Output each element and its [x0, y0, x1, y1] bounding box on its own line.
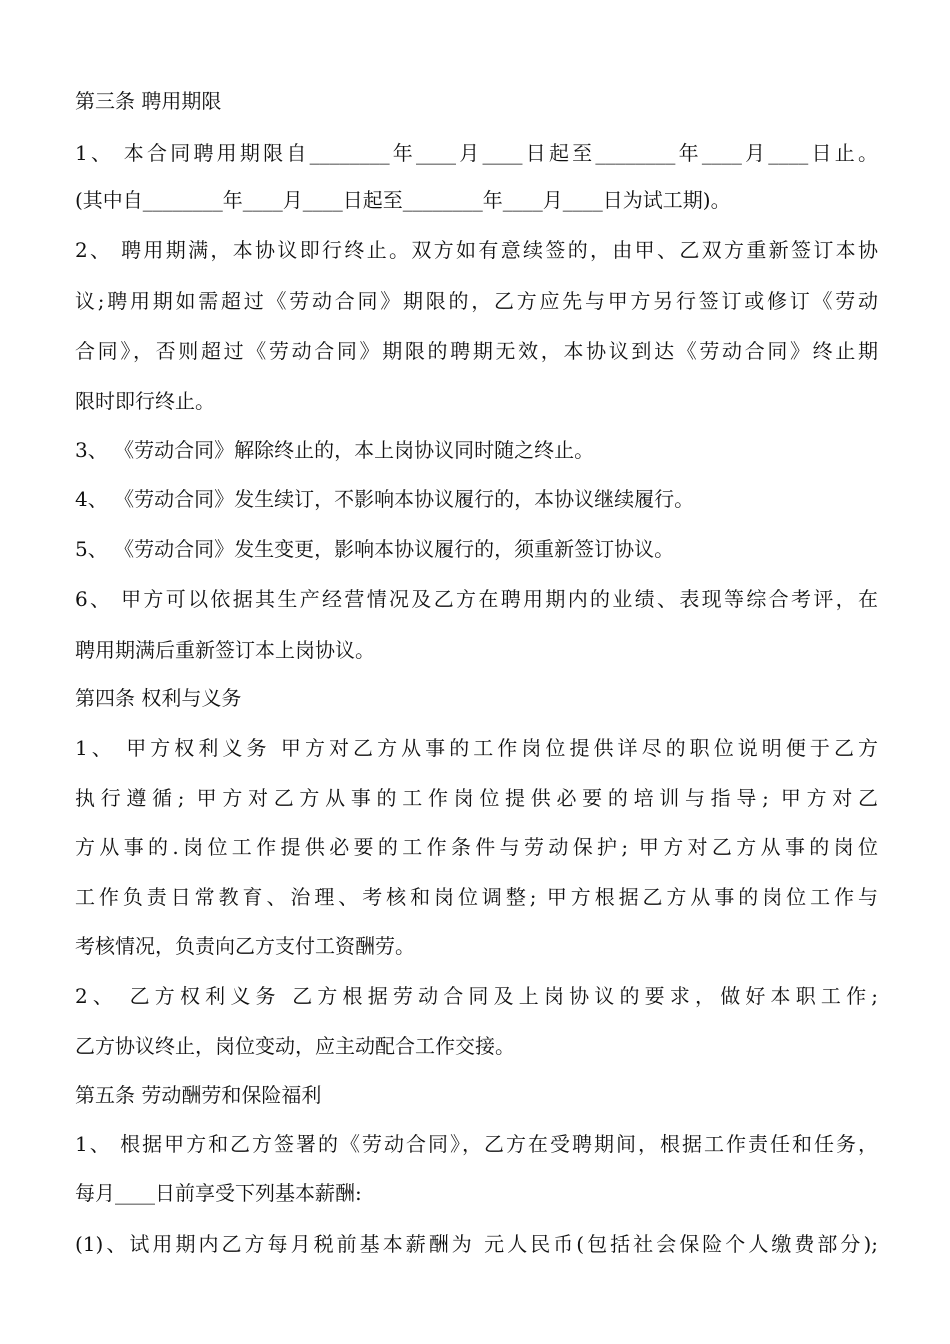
article-4-heading: 第四条 权利与义务: [75, 686, 242, 710]
paragraph-line: 2、 聘用期满，本协议即行终止。双方如有意续签的，由甲、乙双方重新签订本协: [75, 238, 878, 262]
paragraph-line: 2、 乙方权利义务 乙方根据劳动合同及上岗协议的要求，做好本职工作;: [75, 984, 878, 1008]
paragraph-line: 每月____日前享受下列基本薪酬:: [75, 1181, 362, 1205]
paragraph-line: 合同》，否则超过《劳动合同》期限的聘期无效，本协议到达《劳动合同》终止期: [75, 339, 878, 363]
article-3-heading: 第三条 聘用期限: [75, 89, 222, 113]
paragraph-line: (1)、试用期内乙方每月税前基本薪酬为 元人民币(包括社会保险个人缴费部分);: [75, 1232, 878, 1256]
paragraph-line: 聘用期满后重新签订本上岗协议。: [75, 638, 375, 662]
paragraph-line: 5、 《劳动合同》发生变更，影响本协议履行的，须重新签订协议。: [75, 537, 675, 561]
article-5-heading: 第五条 劳动酬劳和保险福利: [75, 1083, 322, 1107]
paragraph-line: 议;聘用期如需超过《劳动合同》期限的，乙方应先与甲方另行签订或修订《劳动: [75, 289, 878, 313]
paragraph-line: 4、 《劳动合同》发生续订，不影响本协议履行的，本协议继续履行。: [75, 487, 695, 511]
paragraph-line: 1、 根据甲方和乙方签署的《劳动合同》，乙方在受聘期间，根据工作责任和任务，: [75, 1132, 878, 1156]
paragraph-line: 乙方协议终止，岗位变动，应主动配合工作交接。: [75, 1034, 515, 1058]
paragraph-line: 3、 《劳动合同》解除终止的，本上岗协议同时随之终止。: [75, 438, 595, 462]
paragraph-line: 限时即行终止。: [75, 389, 215, 413]
paragraph-line: 方从事的.岗位工作提供必要的工作条件与劳动保护; 甲方对乙方从事的岗位: [75, 835, 878, 859]
paragraph-line: 考核情况，负责向乙方支付工资酬劳。: [75, 934, 415, 958]
paragraph-line: 6、 甲方可以依据其生产经营情况及乙方在聘用期内的业绩、表现等综合考评，在: [75, 587, 878, 611]
paragraph-line: (其中自________年____月____日起至________年____月____日为试工期)。: [75, 188, 731, 212]
paragraph-line: 1、 甲方权利义务 甲方对乙方从事的工作岗位提供详尽的职位说明便于乙方: [75, 736, 878, 760]
paragraph-line: 工作负责日常教育、治理、考核和岗位调整; 甲方根据乙方从事的岗位工作与: [75, 885, 878, 909]
paragraph-line: 1、 本合同聘用期限自________年____月____日起至________年____月____日止。: [75, 141, 878, 165]
paragraph-line: 执行遵循; 甲方对乙方从事的工作岗位提供必要的培训与指导; 甲方对乙: [75, 786, 878, 810]
